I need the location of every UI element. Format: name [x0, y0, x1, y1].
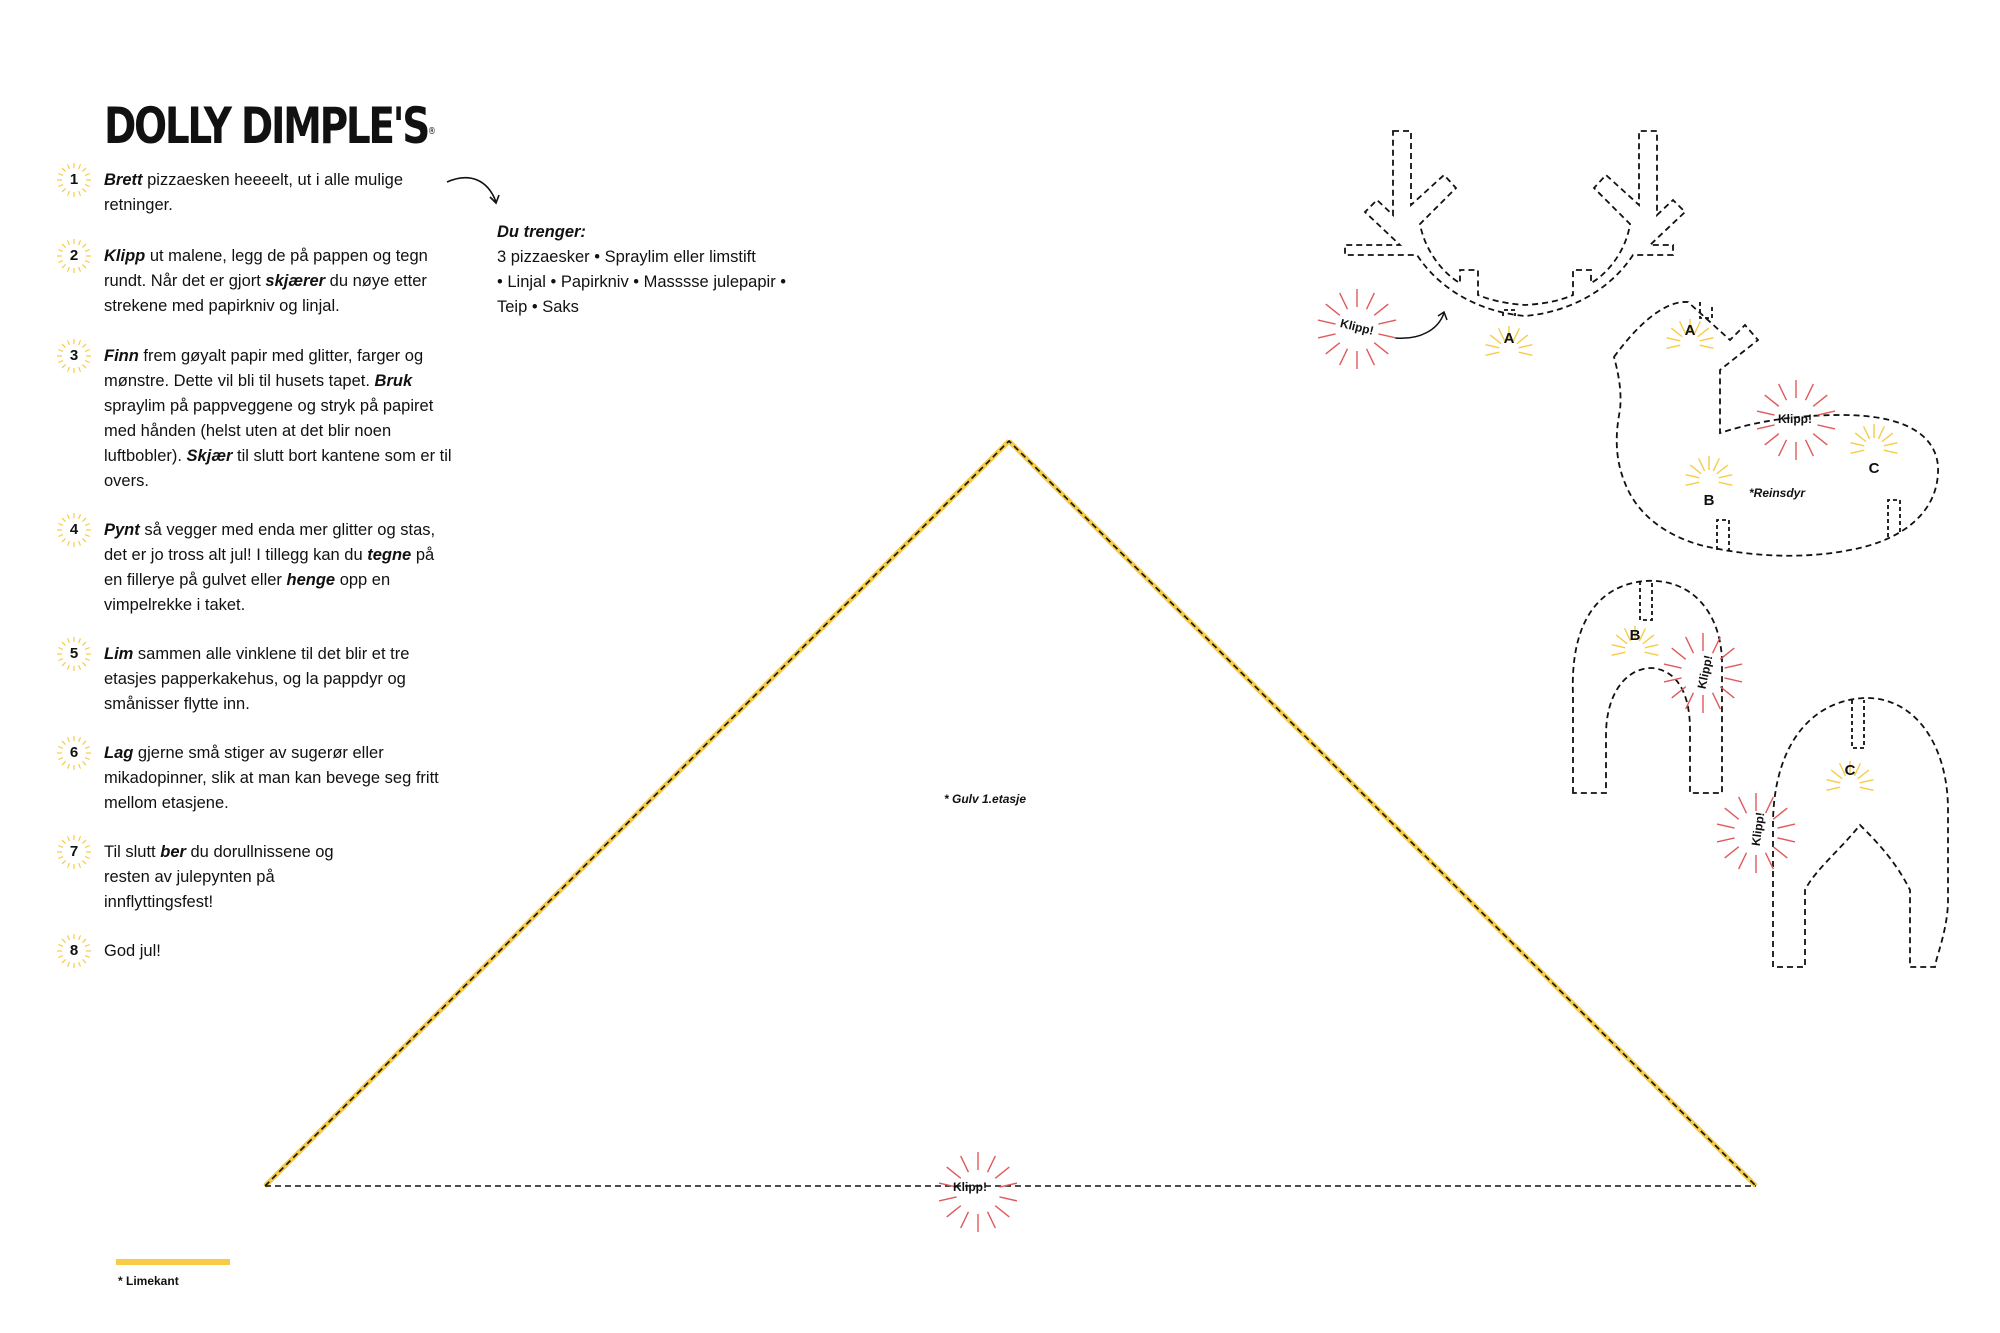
step-lead: ber [160, 843, 186, 861]
step-lead: Klipp [104, 247, 146, 265]
step-number-badge: 8 [56, 933, 92, 969]
slot-letter-b: B [1703, 492, 1715, 509]
step-number-badge: 1 [56, 162, 92, 198]
step-text: så vegger med enda mer glitter og stas, det er jo tross alt jul! I tillegg kan du [104, 521, 436, 564]
leg-c-slot [1852, 700, 1864, 748]
slot-letter-a: A [1684, 322, 1696, 339]
reindeer-slot-b [1717, 520, 1729, 550]
reindeer-slot-c [1888, 500, 1900, 537]
slot-burst-mark [1686, 456, 1733, 485]
leg-b-slot [1640, 581, 1652, 620]
step-lead: Lag [104, 744, 134, 762]
antlers-template [1345, 131, 1685, 316]
step-number-badge: 2 [56, 238, 92, 274]
step-lead: tegne [367, 546, 412, 564]
step-lead: Brett [104, 171, 143, 189]
cut-label: Klipp! [1338, 316, 1376, 338]
glue-edge-legend: * Limekant [118, 1274, 179, 1288]
step-number-badge: 6 [56, 735, 92, 771]
cut-label: Klipp! [953, 1180, 987, 1194]
step-text: du dorullnissene og resten av julepynten på innflyttingsfest! [104, 843, 334, 911]
floor-triangle-template [265, 441, 1756, 1186]
slot-letter-b: B [1629, 627, 1641, 644]
slot-letter-a: A [1503, 330, 1515, 347]
step-lead: Bruk [374, 372, 413, 390]
floor-label: * Gulv 1.etasje [944, 792, 1027, 806]
step-lead: Pynt [104, 521, 140, 539]
step-text: spraylim på pappveggene og stryk på papiret med hånden (helst uten at det blir noen luftbobler). [104, 397, 434, 465]
materials-line: • Linjal • Papirkniv • Masssse julepapir • [497, 273, 787, 291]
cut-label: Klipp! [1748, 811, 1768, 847]
logo-text: DOLLY DIMPLE'S [104, 97, 429, 155]
step-text: sammen alle vinklene til det blir et tre etasjes papperkakehus, og la pappdyr og smånisser flytte inn. [104, 645, 410, 713]
arrow-to-materials-icon [447, 178, 496, 202]
registered-mark: ® [428, 126, 436, 137]
cut-label: Klipp! [1778, 412, 1812, 426]
slot-burst-mark [1851, 424, 1898, 453]
leg-piece-c-template [1773, 698, 1948, 967]
step-text: på en fillerye på gulvet eller [104, 546, 435, 589]
step-text: du nøye etter strekene med papirkniv og linjal. [104, 272, 427, 315]
materials-title: Du trenger: [497, 223, 586, 241]
step-lead: Finn [104, 347, 139, 365]
step-text: God jul! [104, 942, 161, 960]
materials-line: 3 pizzaesker • Spraylim eller limstift [497, 248, 756, 266]
reindeer-body-template [1614, 302, 1938, 556]
step-text: gjerne små stiger av sugerør eller mikadopinner, slik at man kan bevege seg fritt mellom etasjene. [104, 744, 439, 812]
step-text: opp en vimpelrekke i taket. [104, 571, 391, 614]
step-number-badge: 4 [56, 512, 92, 548]
step-lead: skjærer [265, 272, 326, 290]
step-number-badge: 3 [56, 338, 92, 374]
step-text: pizzaesken heeeelt, ut i alle mulige retninger. [104, 171, 404, 214]
step-lead: Skjær [186, 447, 233, 465]
burst-marks [939, 289, 1897, 1232]
klipp-arrow-icon [1395, 313, 1444, 338]
step-number-badge: 5 [56, 636, 92, 672]
step-text: frem gøyalt papir med glitter, farger og mønstre. Dette vil bli til husets tapet. [104, 347, 424, 390]
step-text: til slutt bort kantene som er til overs. [104, 447, 452, 490]
reindeer-label: *Reinsdyr [1749, 486, 1806, 500]
cut-label: Klipp! [1694, 653, 1716, 691]
glue-edge-legend-swatch [116, 1259, 230, 1265]
step-text: Til slutt [104, 843, 161, 861]
slot-letter-c: C [1868, 460, 1880, 477]
step-number-badge: 7 [56, 834, 92, 870]
step-lead: henge [286, 571, 336, 589]
materials-line: Teip • Saks [497, 298, 579, 316]
step-text: ut malene, legg de på pappen og tegn rundt. Når det er gjort [104, 247, 428, 290]
step-lead: Lim [104, 645, 134, 663]
slot-letter-c: C [1844, 762, 1856, 779]
